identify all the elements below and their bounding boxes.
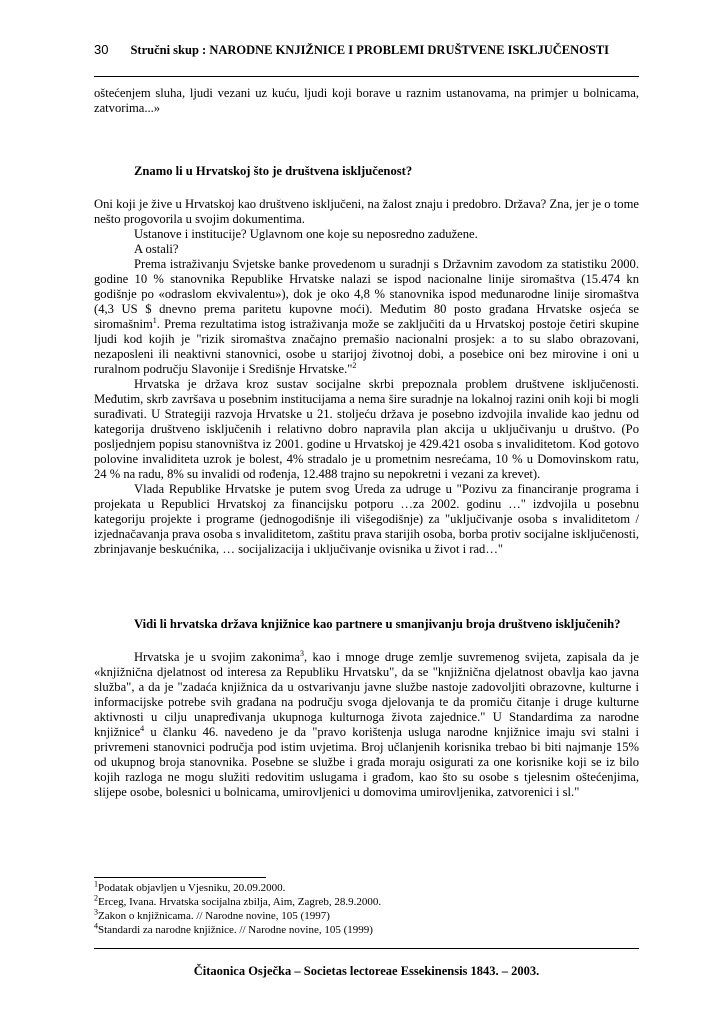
footnote-text: Standardi za narodne knjižnice. // Narodne novine, 105 (1999) [98, 924, 373, 936]
footnote [94, 923, 639, 937]
page-number: 30 [94, 42, 109, 57]
footnote-text: Podatak objavljen u Vjesniku, 20.09.2000. [98, 882, 286, 894]
paragraph-7-text-b: , kao i mnoge druge zemlje suvremenog svijeta, zapisala da je «knjižnična djelatnost od interesa za Republiku Hrvatsku", da se "knjižnična djelatnost obavlja kao javna služba", a da je "zadaća knjižnica da u ostvarivanju javne službe nastoje zadovoljiti obrazovne, kulturne i informacijske potrebe svih građana na području svoga djelovanja te da promiču čitanje i druge kulturne aktivnosti u cilju unapređivanja ukupnoga kulturnoga života zajednice." U Standardima za narodne knjižnice [94, 650, 639, 739]
paragraph-4-text-a: Prema istraživanju Svjetske banke provedenom u suradnji s Državnim zavodom za statistiku 2000. godine 10 % stanovnika Republike Hrvatske nalazi se ispod nacionalne linije siromaštva (15.474 kn godišnje po «odraslom ekvivalentu»), dok je oko 4,8 % stanovnika ispod međunarodne linije siromaštva (4,3 US $ dnevno prema paritetu kupovne moći). Međutim 80 posto građana Hrvatske osjeća se siromašnim [94, 257, 639, 331]
paragraph-7-text-a: Hrvatska je u svojim zakonima [134, 650, 300, 664]
running-header [94, 42, 639, 58]
footnote-number: 2 [94, 893, 98, 903]
paragraph-1: Oni koji je žive u Hrvatskoj kao društveno isključeni, na žalost znaju i predobro. Država? Zna, jer je o tome nešto progovorila u svojim dokumentima. [94, 197, 639, 226]
footnote-ref-4: 4 [140, 723, 145, 733]
paragraph-continued: oštećenjem sluha, ljudi vezani uz kuću, ljudi koji borave u raznim ustanovama, na primjer u bolnicama, zatvorima...» [94, 86, 639, 115]
footnote-ref-3: 3 [299, 648, 304, 658]
paragraph-5: Hrvatska je država kroz sustav socijalne skrbi prepoznala problem društvene isključenosti. Međutim, skrb završava u posebnim institucijama a nema šire suradnje na lokalnoj razini onih koji bi mogli surađivati. U Strategiji razvoja Hrvatske u 21. stoljeću država je posebno izdvojila invalide kao jednu od kategorija društveno isključenih i relativno dobro napravila plan akcija u uključivanju u društvo. (Po posljednjem popisu stanovništva iz 2001. godine u Hrvatskoj je 429.421 osoba s invaliditetom. Kod gotovo polovine invaliditeta uzrok je bolest, 4% stradalo je u prometnim nesrećama, 10 % u Domovinskom ratu, 24 % na radu, 8% su invalidi od rođenja, 12.488 trajno su nepokretni i vezani za krevet). [94, 377, 639, 481]
footnote-separator [94, 877, 266, 878]
section-heading-2: Vidi li hrvatska država knjižnice kao partnere u smanjivanju broja društveno isključenih? [134, 617, 621, 631]
footnote-number: 4 [94, 921, 98, 931]
body-text [94, 86, 639, 800]
paragraph-7-text-c: u članku 46. navedeno je da "pravo korištenja usluga narodne knjižnice imaju svi stalni i privremeni stanovnici područja pod istim uvjetima. Broj učlanjenih korisnika trebao bi biti najmanje 15% od ukupnog broja stanovnika. Posebne se službe i građa moraju osigurati za one korisnike koji se iz bilo kojih razloga ne mogu služiti redovitim uslugama i građom, kao što su osobe s tjelesnim oštećenjima, slijepe osobe, bolesnici u bolnicama, umirovljenici u domovima umirovljenika, zatvorenici i sl." [94, 725, 639, 799]
footnote [94, 895, 639, 909]
footnote-number: 3 [94, 907, 98, 917]
paragraph-2: Ustanove i institucije? Uglavnom one koje su neposredno zadužene. [134, 227, 478, 241]
paragraph-3: A ostali? [134, 242, 179, 256]
paragraph-7 [94, 650, 639, 800]
footnote-text: Erceg, Ivana. Hrvatska socijalna zbilja, Aim, Zagreb, 28.9.2000. [98, 896, 382, 908]
paragraph-4-text-b: . Prema rezultatima istog istraživanja može se zaključiti da u Hrvatskoj postoje četiri skupine ljudi kod kojih je "rizik siromaštva značajno premašio nacionalni prosjek: a to su slabo obrazovani, nezaposleni ili neaktivni stanovnici, osobe u starijoj životnoj dobi, a posebice oni bez mirovine i oni u ruralnom području Slavonije i Središnje Hrvatske." [94, 317, 639, 376]
running-title: Stručni skup : NARODNE KNJIŽNICE I PROBLEMI DRUŠTVENE ISKLJUČENOSTI [130, 43, 610, 57]
footnote [94, 881, 639, 895]
footnote-text: Zakon o knjižnicama. // Narodne novine, 105 (1997) [98, 910, 330, 922]
footer-rule [94, 948, 639, 949]
header-rule [94, 76, 639, 77]
footnotes [94, 881, 639, 937]
running-footer: Čitaonica Osječka – Societas lectoreae Essekinensis 1843. – 2003. [193, 964, 540, 978]
footnote-ref-1: 1 [152, 315, 157, 325]
paragraph-6: Vlada Republike Hrvatske je putem svog Ureda za udruge u "Pozivu za financiranje programa i projekata u Republici Hrvatskoj za financijsku potporu …za 2002. godinu …" izdvojila u posebnu kategoriju projekte i programe (jednogodišnje ili višegodišnje) za "uključivanje osoba s invaliditetom / izjednačavanja prava osoba s invaliditetom, zaštitu prava starijih osoba, borba protiv socijalne isključenosti, zbrinjavanje beskućnika, … socijalizacija i uključivanje ovisnika u život i rad…" [94, 482, 639, 556]
section-heading-1: Znamo li u Hrvatskoj što je društvena isključenost? [134, 164, 413, 178]
footnote-ref-2: 2 [352, 360, 357, 370]
paragraph-4 [94, 257, 639, 377]
footnote-number: 1 [94, 879, 98, 889]
footnote [94, 909, 639, 923]
